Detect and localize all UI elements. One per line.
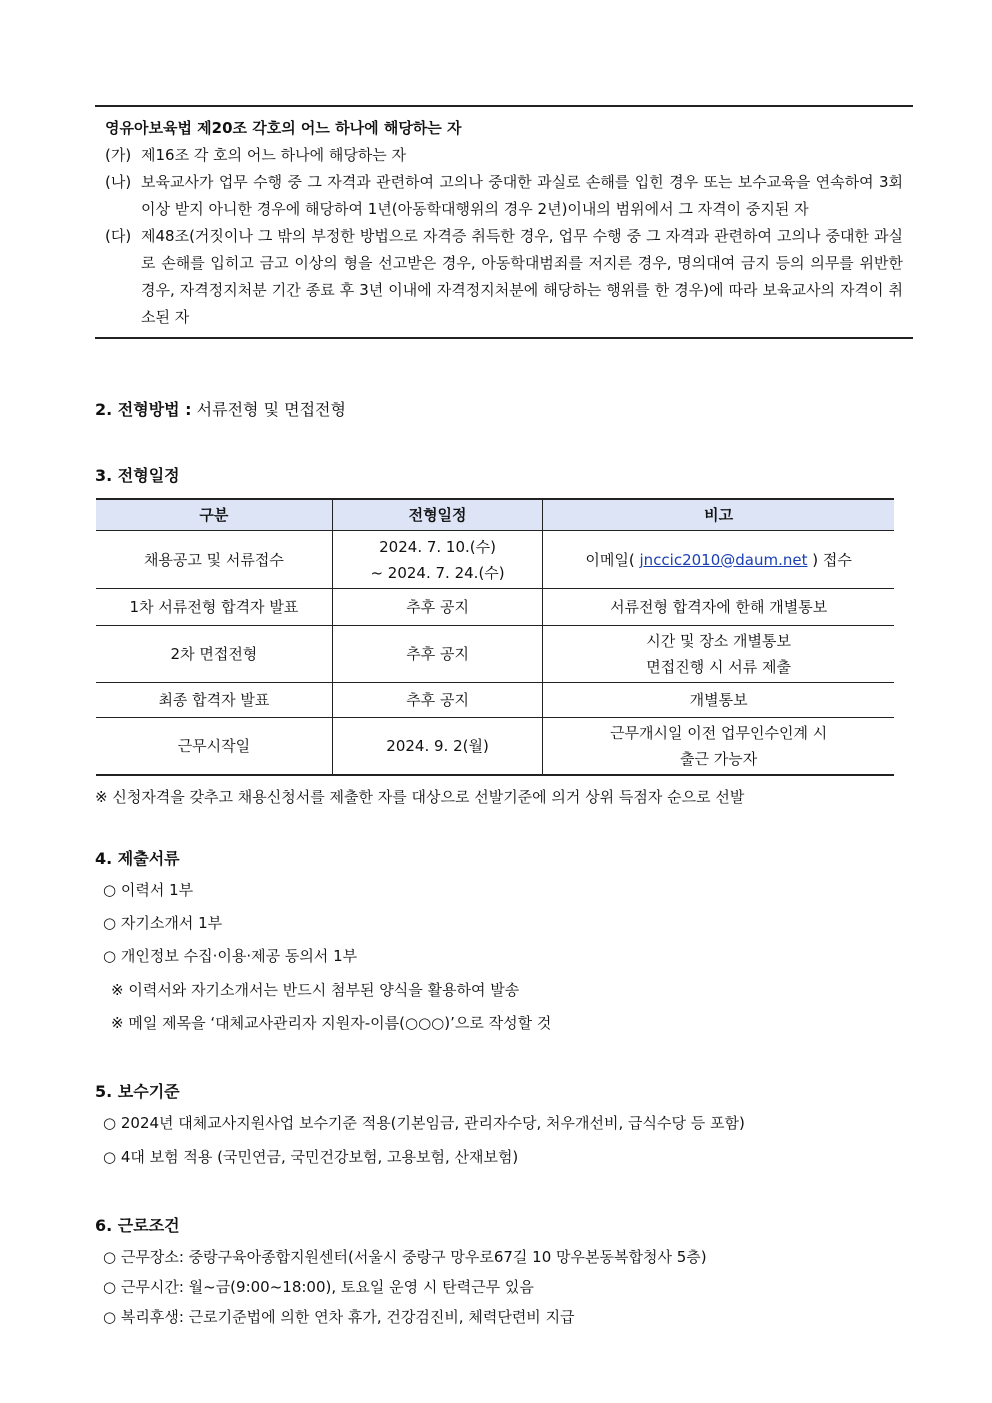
- qualification-item: [105, 142, 903, 169]
- row-note: 개별통보: [543, 683, 894, 718]
- note-line: 시간 및 장소 개별통보: [646, 632, 791, 650]
- note-line: 출근 가능자: [680, 749, 758, 768]
- row-label: 1차 서류전형 합격자 발표: [96, 589, 332, 626]
- section-text: 서류전형 및 면접전형: [191, 400, 346, 419]
- section-schedule-title: 3. 전형일정: [95, 466, 180, 485]
- row-note: [543, 626, 894, 683]
- row-label: 채용공고 및 서류접수: [96, 531, 332, 589]
- qualification-item: [105, 223, 903, 331]
- row-label: 2차 면접전형: [96, 626, 332, 683]
- table-row: [96, 626, 894, 683]
- email-link[interactable]: jnccic2010@daum.net: [639, 550, 808, 569]
- item-mark: (가): [105, 146, 132, 164]
- list-note: ※ 이력서와 자기소개서는 반드시 첨부된 양식을 활용하여 발송: [111, 981, 520, 999]
- row-label: 최종 합격자 발표: [96, 683, 332, 718]
- row-date: 추후 공지: [332, 589, 542, 626]
- section-pay-title: 5. 보수기준: [95, 1082, 180, 1101]
- item-text: 보육교사가 업무 수행 중 그 자격과 관련하여 고의나 중대한 과실로 손해를 입힌 경우 또는 보수교육을 연속하여 3회 이상 받지 아니한 경우에 해당하여 1년(아동학대행위의 경우 2년)이내의 범위에서 그 자격이 중지된 자: [141, 173, 903, 218]
- section-selection-method: [95, 397, 346, 420]
- table-header-row: [96, 499, 894, 531]
- item-text: 제48조(거짓이나 그 밖의 부정한 방법으로 자격증 취득한 경우, 업무 수행 중 그 자격과 관련하여 고의나 중대한 과실로 손해를 입히고 금고 이상의 형을 선고받은 경우, 아동학대범죄를 저지른 경우, 명의대여 금지 등의 의무를 위반한 경우, 자격정지처분 기간 종료 후 3년 이내에 자격정지처분에 해당하는 행위를 한 경우)에 따라 보육교사의 자격이 취소된 자: [141, 227, 903, 326]
- date-start: 2024. 7. 10.(수): [379, 537, 496, 556]
- table-row: [96, 589, 894, 626]
- list-item: ○ 근무장소: 중랑구육아종합지원센터(서울시 중랑구 망우로67길 10 망우본동복합청사 5층): [103, 1248, 707, 1266]
- row-note: [543, 718, 894, 775]
- list-item: ○ 근무시간: 월~금(9:00~18:00), 토요일 운영 시 탄력근무 있음: [103, 1278, 534, 1296]
- qualification-title: 영유아보육법 제20조 각호의 어느 하나에 해당하는 자: [105, 119, 462, 137]
- header-remarks: 비고: [543, 499, 894, 531]
- row-label: 근무시작일: [96, 718, 332, 775]
- item-mark: (다): [105, 227, 132, 245]
- row-date: 추후 공지: [332, 683, 542, 718]
- list-item: ○ 개인정보 수집·이용·제공 동의서 1부: [103, 947, 358, 965]
- table-row: [96, 683, 894, 718]
- note-suffix: ) 접수: [807, 550, 852, 569]
- header-category: 구분: [96, 499, 332, 531]
- section-conditions-title: 6. 근로조건: [95, 1216, 180, 1235]
- row-date: 2024. 9. 2(월): [332, 718, 542, 775]
- table-row: [96, 718, 894, 775]
- list-item: ○ 복리후생: 근로기준법에 의한 연차 휴가, 건강검진비, 체력단련비 지급: [103, 1308, 575, 1326]
- note-line: 근무개시일 이전 업무인수인계 시: [610, 723, 828, 742]
- list-item: ○ 자기소개서 1부: [103, 914, 223, 932]
- row-date: 추후 공지: [332, 626, 542, 683]
- section-documents-title: 4. 제출서류: [95, 849, 180, 868]
- row-note: [543, 531, 894, 589]
- row-date: [332, 531, 542, 589]
- header-schedule: 전형일정: [332, 499, 542, 531]
- row-note: 서류전형 합격자에 한해 개별통보: [543, 589, 894, 626]
- date-end: ~ 2024. 7. 24.(수): [370, 563, 505, 582]
- qualification-item: [105, 169, 903, 223]
- list-item: ○ 이력서 1부: [103, 881, 194, 899]
- schedule-table: [96, 498, 894, 776]
- schedule-footnote: ※ 신청자격을 갖추고 채용신청서를 제출한 자를 대상으로 선발기준에 의거 상위 득점자 순으로 선발: [95, 788, 745, 806]
- list-note: ※ 메일 제목을 ‘대체교사관리자 지원자-이름(○○○)’으로 작성할 것: [111, 1014, 552, 1032]
- note-line: 면접진행 시 서류 제출: [646, 658, 791, 676]
- list-item: ○ 4대 보험 적용 (국민연금, 국민건강보험, 고용보험, 산재보험): [103, 1148, 519, 1166]
- note-prefix: 이메일(: [585, 550, 640, 569]
- item-text: 제16조 각 호의 어느 하나에 해당하는 자: [141, 146, 407, 164]
- section-title: 2. 전형방법 :: [95, 400, 192, 419]
- table-row: [96, 531, 894, 589]
- qualification-box: [95, 105, 913, 339]
- item-mark: (나): [105, 173, 132, 191]
- list-item: ○ 2024년 대체교사지원사업 보수기준 적용(기본임금, 관리자수당, 처우개선비, 급식수당 등 포함): [103, 1114, 745, 1132]
